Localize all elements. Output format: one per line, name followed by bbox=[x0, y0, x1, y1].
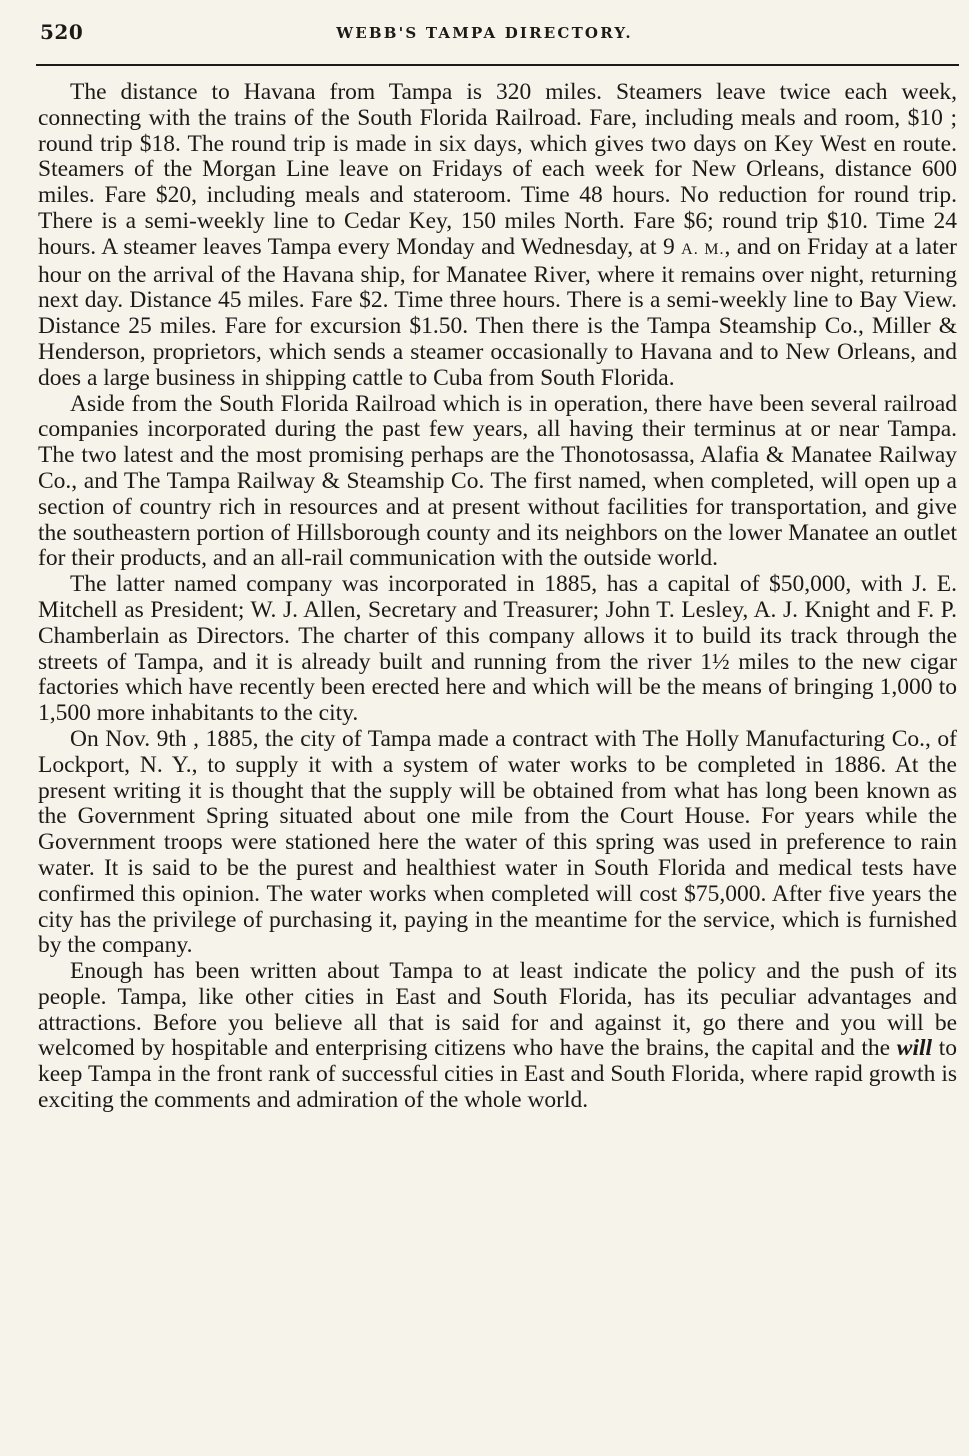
paragraph-steamers bbox=[38, 80, 957, 392]
paragraph-text: , and on Friday at a later hour on the arrival of the Havana ship, for Manatee River, where it remains over night, returning next day. Distance 45 miles. Fare $2. Time three hours. There is a semi-weekly line to Bay View. Distance 25 miles. Fare for excursion $1.50. Then there is the Tampa Steamship Co., Miller & Henderson, proprietors, which sends a steamer occasionally to Havana and to New Orleans, and does a large business in shipping cattle to Cuba from South Florida. bbox=[38, 233, 958, 391]
time-marker: A. M. bbox=[681, 240, 725, 258]
paragraph-railroads bbox=[38, 392, 957, 573]
header-rule bbox=[36, 64, 959, 66]
paragraph-water-works bbox=[38, 727, 957, 959]
paragraph-text: The distance to Havana from Tampa is 320 miles. Steamers leave twice each week, connecting with the trains of the South Florida Railroad. Fare, including meals and room, $10 ; round trip $18. The round trip is made in six days, which gives two days on Key West en route. Steamers of the Morgan Line leave on Fridays of each week for New Orleans, distance 600 miles. Fare $20, including meals and stateroom. Time 48 hours. No reduction for round trip. There is a semi-weekly line to Cedar Key, 150 miles North. Fare $6; round trip $10. Time 24 hours. A steamer leaves Tampa every Monday and Wednesday, at 9 bbox=[38, 79, 957, 260]
paragraph-text: The latter named company was incorporated in 1885, has a capital of $50,000, with J. E. Mitchell as President; W. J. Allen, Secretary and Treasurer; John T. Lesley, A. J. Knight and F. P. Chamberlain as Directors. The charter of this company allows it to build its track through the streets of Tampa, and it is already built and running from the river 1½ miles to the new cigar factories which have recently been erected here and which will be the means of bringing 1,000 to 1,500 more inhabitants to the city. bbox=[38, 571, 957, 727]
paragraph-text: Aside from the South Florida Railroad which is in operation, there have been several railroad companies incorporated during the past few years, all having their terminus at or near Tampa. The two latest and the most promising perhaps are the Thonotosassa, Alafia & Manatee Railway Co., and The Tampa Railway & Steamship Co. The first named, when completed, will open up a section of country rich in resources and at present without facilities for transportation, and give the southeastern portion of Hillsborough county and its neighbors on the lower Manatee an outlet for their products, and an all-rail communication with the outside world. bbox=[38, 390, 957, 572]
paragraph-railway-company bbox=[38, 572, 957, 727]
article-body bbox=[38, 80, 957, 1114]
paragraph-text: to keep Tampa in the front rank of successful cities in East and South Florida, where rapid growth is exciting the comments and admiration of the whole world. bbox=[38, 1035, 958, 1114]
paragraph-text: On Nov. 9th , 1885, the city of Tampa made a contract with The Holly Manufacturing Co., of Lockport, N. Y., to supply it with a system of water works to be completed in 1886. At the present writing it is thought that the supply will be obtained from what has long been known as the Government Spring situated about one mile from the Court House. For years while the Government troops were stationed here the water of this spring was used in preference to rain water. It is said to be the purest and healthiest water in South Florida and medical tests have confirmed this opinion. The water works when completed will cost $75,000. After five years the city has the privilege of purchasing it, paying in the meantime for the service, which is furnished by the company. bbox=[38, 725, 957, 959]
running-title: WEBB'S TAMPA DIRECTORY. bbox=[336, 24, 633, 42]
paragraph-text: Enough has been written about Tampa to at least indicate the policy and the push of its people. Tampa, like other cities in East and South Florida, has its peculiar advantages and attractions. Before you believe all that is said for and against it, go there and you will be welcomed by hospitable and enterprising citizens who have the brains, the capital and the bbox=[38, 958, 957, 1062]
running-head bbox=[40, 20, 929, 50]
emphasis-word: will bbox=[896, 1035, 933, 1062]
paragraph-conclusion bbox=[38, 959, 957, 1114]
page-number: 520 bbox=[40, 20, 84, 44]
